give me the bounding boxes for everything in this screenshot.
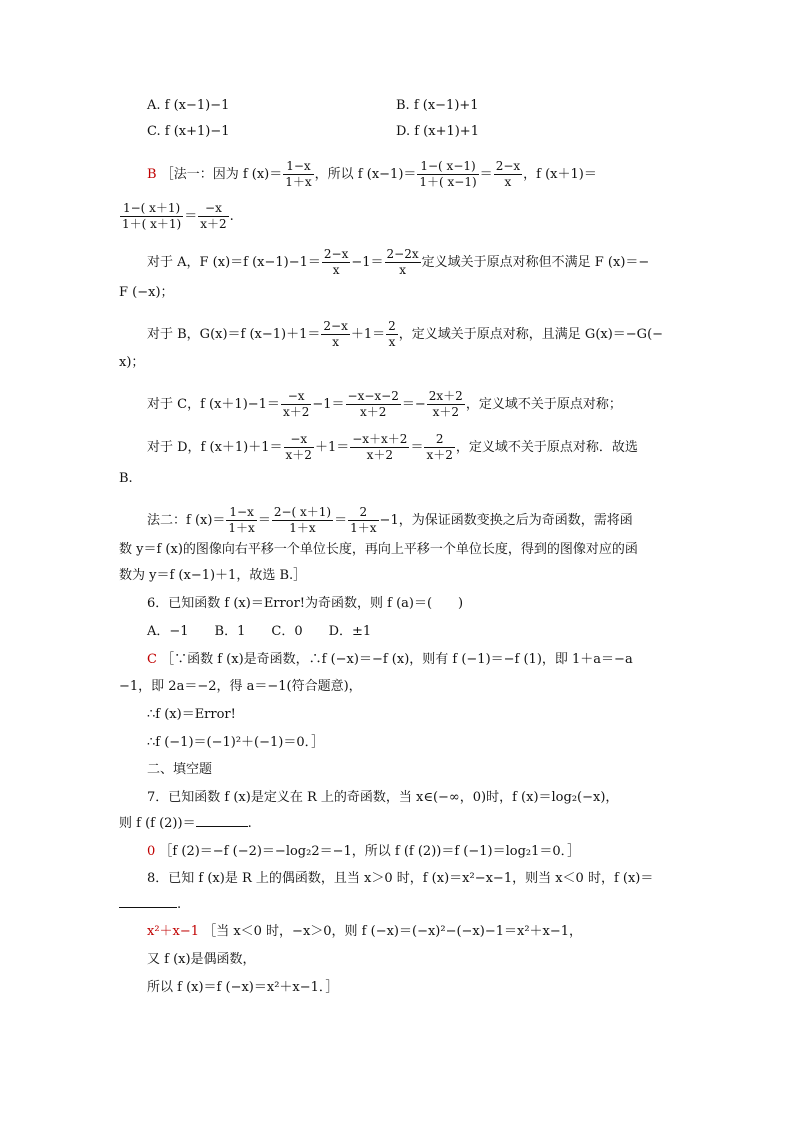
answer-label: B	[147, 167, 157, 182]
solution-line	[147, 922, 582, 942]
fraction: $\frac{2x+2}{x+2}$	[428, 389, 463, 419]
fraction: $\frac{-x}{x+2}$	[285, 432, 312, 462]
solution-line: F (−x)；	[119, 285, 174, 300]
text: .	[247, 816, 252, 831]
question-7: 7．已知函数 f (x)是定义在 R 上的奇函数，当 x∈(−∞，0)时，f (x)＝log₂(−x)，	[147, 790, 619, 805]
text: ＝	[184, 209, 198, 224]
text: .	[229, 209, 234, 224]
text: 法二：f (x)＝	[147, 513, 226, 528]
text: −1＝	[312, 397, 345, 412]
fraction: $\frac{2}{x+2}$	[426, 432, 453, 462]
question-7-line2	[119, 814, 252, 834]
option-d: D. f (x+1)+1	[396, 124, 479, 139]
option-b: B. f (x−1)+1	[396, 98, 479, 113]
fraction: $\frac{2-2x}{x}$	[386, 247, 419, 277]
text: ＋1＝	[350, 327, 386, 342]
text: ＝	[334, 513, 348, 528]
fraction: $\frac{1-( x+1)}{1+( x+1)}$	[122, 201, 182, 231]
text: ，所以 f (x−1)＝	[314, 167, 417, 182]
text: 对于 C，f (x＋1)−1＝	[147, 397, 280, 412]
solution-line: −1，即 2a＝−2，得 a＝−1(符合题意)，	[119, 679, 362, 694]
solution-line: B.	[119, 471, 133, 486]
question-6-options: A．−1 B．1 C．0 D．±1	[147, 624, 372, 639]
text: ＝	[257, 513, 271, 528]
fraction: $\frac{-x-x-2}{x+2}$	[347, 389, 399, 419]
option-c: C. f (x+1)−1	[147, 124, 230, 139]
solution-line	[147, 248, 649, 277]
question-6: 6．已知函数 f (x)＝Error!为奇函数，则 f (a)＝( )	[147, 596, 464, 611]
text: 则 f (f (2))＝	[119, 816, 196, 831]
question-8-line2	[119, 895, 181, 915]
solution-line	[147, 842, 580, 862]
text: ，定义域不关于原点对称；	[465, 397, 622, 412]
answer-label: C	[147, 652, 157, 667]
fraction: $\frac{2-( x+1)}{1+x}$	[273, 505, 332, 535]
solution-line: x)；	[119, 355, 145, 370]
fraction: $\frac{1-( x-1)}{1+( x-1)}$	[419, 159, 477, 189]
answer-label: x²＋x−1	[147, 924, 200, 939]
question-8: 8．已知 f (x)是 R 上的偶函数，且当 x＞0 时，f (x)＝x²−x−1，则当 x＜0 时，f (x)＝	[147, 871, 654, 886]
text: ［法一：因为 f (x)＝	[160, 167, 283, 182]
fraction: $\frac{-x+x+2}{x+2}$	[352, 432, 408, 462]
text: ＋1＝	[314, 440, 350, 455]
text: −1，为保证函数变换之后为奇函数，需将函	[379, 513, 633, 528]
solution-line: 所以 f (x)＝f (−x)＝x²＋x−1．］	[147, 980, 339, 995]
text: ［f (2)＝−f (−2)＝−log₂2＝−1，所以 f (f (2))＝f (−1)＝log₂1＝0．］	[159, 844, 581, 859]
fraction: $\frac{2-x}{x}$	[323, 247, 349, 277]
text: ＝	[410, 440, 424, 455]
fraction: $\frac{1-x}{1+x}$	[285, 159, 312, 189]
text: .	[177, 897, 182, 912]
fraction: $\frac{2-x}{x}$	[495, 159, 521, 189]
option-a: A. f (x−1)−1	[147, 98, 230, 113]
solution-line	[147, 390, 622, 419]
text: ［∵函数 f (x)是奇函数，∴f (−x)＝−f (x)，则有 f (−1)＝−f (1)，即 1＋a＝−a	[161, 652, 633, 667]
fraction: $\frac{2}{1+x}$	[350, 505, 377, 535]
solution-line: 又 f (x)是偶函数，	[147, 952, 256, 967]
solution-line	[147, 650, 633, 670]
section-heading: 二、填空题	[147, 762, 213, 777]
text: ＝−	[401, 397, 426, 412]
solution-line	[147, 320, 663, 349]
solution-line	[119, 202, 234, 231]
fraction: $\frac{2}{x}$	[388, 319, 396, 349]
solution-line: 数 y＝f (x)的图像向右平移一个单位长度，再向上平移一个单位长度，得到的图像对应的函	[119, 542, 638, 557]
fraction: $\frac{2-x}{x}$	[323, 319, 348, 349]
answer-label: 0	[147, 844, 156, 859]
text: ，f (x＋1)＝	[523, 167, 597, 182]
text: 对于 B，G(x)＝f (x−1)＋1＝	[147, 327, 321, 342]
answer-blank[interactable]	[196, 814, 248, 827]
solution-line: 数为 y＝f (x−1)＋1，故选 B.］	[119, 568, 307, 583]
fraction: $\frac{-x}{x+2}$	[282, 389, 310, 419]
text: ＝	[479, 167, 493, 182]
fraction: $\frac{-x}{x+2}$	[200, 201, 227, 231]
solution-line	[147, 160, 597, 189]
text: ，定义域不关于原点对称．故选	[455, 440, 638, 455]
solution-line	[147, 506, 633, 535]
solution-line: ∴f (x)＝Error!	[147, 707, 236, 722]
text: ，定义域关于原点对称，且满足 G(x)＝−G(−	[398, 327, 664, 342]
text: 对于 D，f (x＋1)＋1＝	[147, 440, 283, 455]
solution-line	[147, 433, 638, 462]
text: −1＝	[351, 255, 384, 270]
solution-line: ∴f (−1)＝(−1)²＋(−1)＝0．］	[147, 735, 325, 750]
text: 对于 A，F (x)＝f (x−1)−1＝	[147, 255, 321, 270]
text: 定义域关于原点对称但不满足 F (x)＝−	[421, 255, 650, 270]
fraction: $\frac{1-x}{1+x}$	[228, 505, 255, 535]
answer-blank[interactable]	[119, 895, 177, 908]
text: ［当 x＜0 时，−x＞0，则 f (−x)＝(−x)²−(−x)−1＝x²＋x−1，	[203, 924, 583, 939]
